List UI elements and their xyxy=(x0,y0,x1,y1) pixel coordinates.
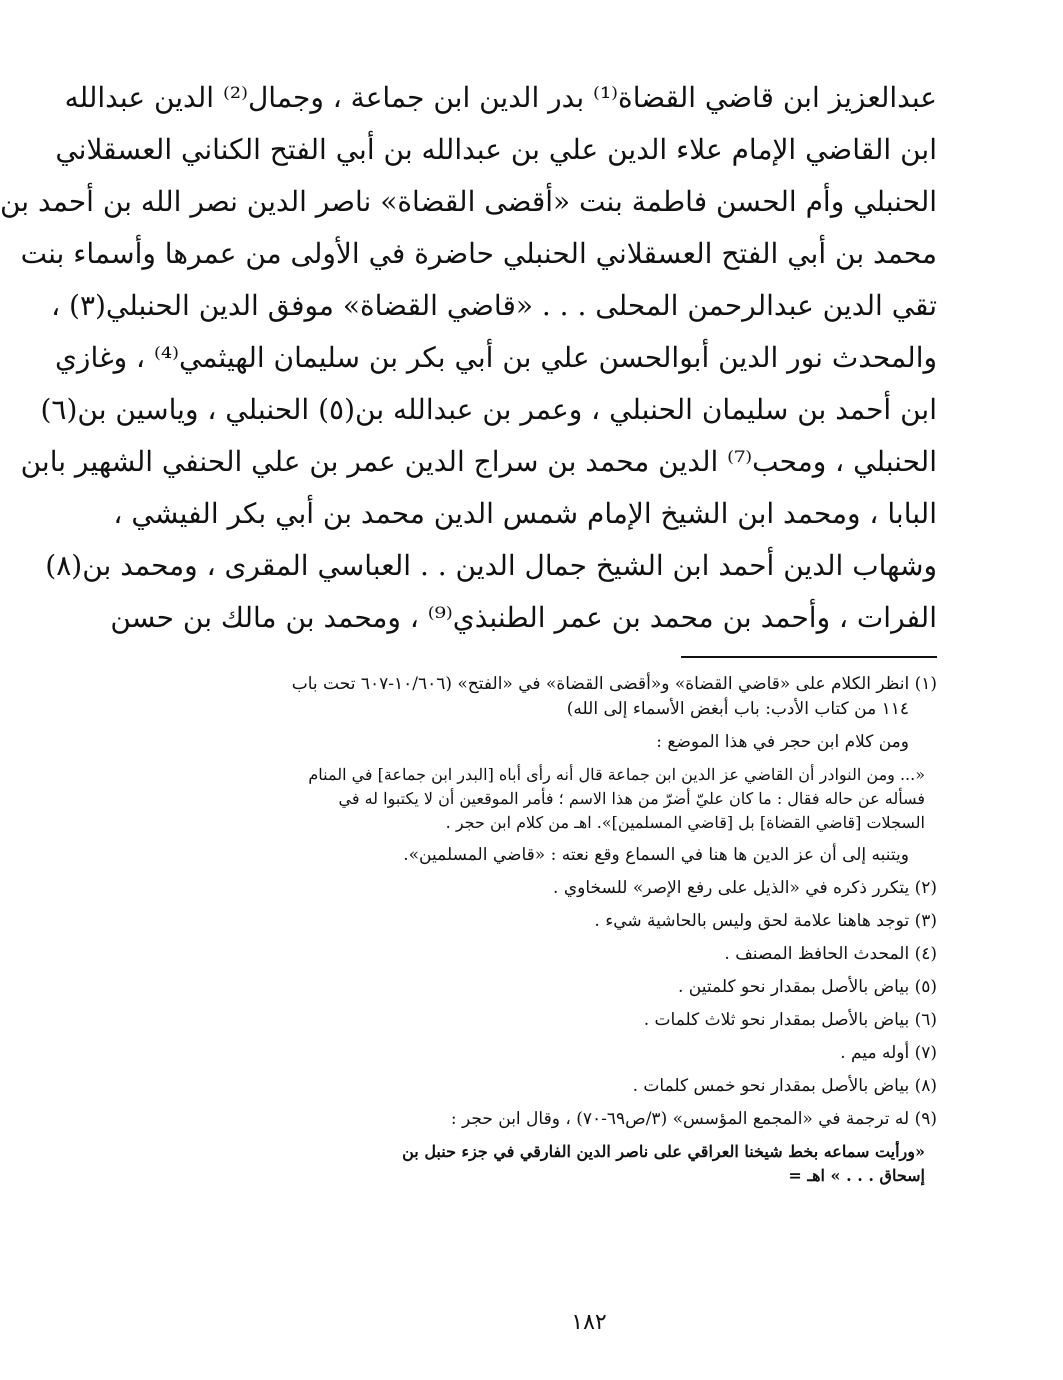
main-text-line-2: ابن القاضي الإمام علاء الدين علي بن عبدالله بن أبي الفتح الكناني العسقلاني xyxy=(55,133,937,166)
footnote-3: (٣) توجد هاهنا علامة لحق وليس بالحاشية شيء . xyxy=(594,911,937,931)
footnote-1-line-3: ومن كلام ابن حجر في هذا الموضع : xyxy=(656,732,909,752)
footnote-9-quote-line-2: إسحاق . . . » اهـ = xyxy=(788,1166,925,1185)
footnote-9-line-1: (٩) له ترجمة في «المجمع المؤسس» (٣/ص٦٩-٧٠) ، وقال ابن حجر : xyxy=(450,1109,937,1129)
main-text-line-9: البابا ، ومحمد ابن الشيخ الإمام شمس الدين محمد بن أبي بكر الفيشي ، xyxy=(113,497,937,530)
main-text-line-7: ابن أحمد بن سليمان الحنبلي ، وعمر بن عبدالله بن(٥) الحنبلي ، وياسين بن(٦) xyxy=(40,393,937,426)
main-text-line-8: الحنبلي ، ومحب⁽⁷⁾ الدين محمد بن سراج الدين عمر بن علي الحنفي الشهير بابن xyxy=(20,445,937,478)
footnote-6: (٦) بياض بالأصل بمقدار نحو ثلاث كلمات . xyxy=(643,1010,937,1030)
main-text-line-10: وشهاب الدين أحمد ابن الشيخ جمال الدين . . العباسي المقرى ، ومحمد بن(٨) xyxy=(45,549,937,582)
footnote-1-quote-line-3: السجلات [قاضي القضاة] بل [قاضي المسلمين]». اهـ من كلام ابن حجر . xyxy=(445,813,925,832)
main-text-line-3: الحنبلي وأم الحسن فاطمة بنت «أقضى القضاة» ناصر الدين نصر الله بن أحمد بن xyxy=(0,185,937,218)
footnote-1-line-1: (١) انظر الكلام على «قاضي القضاة» و«أقضى القضاة» في «الفتح» (١٠/٦٠٦-٦٠٧ تحت باب xyxy=(291,674,937,694)
main-text-line-4: محمد بن أبي الفتح العسقلاني الحنبلي حاضرة في الأولى من عمرها وأسماء بنت xyxy=(20,237,937,270)
footnote-7: (٧) أوله ميم . xyxy=(840,1043,937,1063)
footnote-divider xyxy=(681,656,937,658)
footnote-1-line-2: ١١٤ من كتاب الأدب: باب أبغض الأسماء إلى الله) xyxy=(566,699,909,719)
footnote-8: (٨) بياض بالأصل بمقدار نحو خمس كلمات . xyxy=(632,1076,937,1096)
footnotes-block xyxy=(215,672,937,1188)
footnote-5: (٥) بياض بالأصل بمقدار نحو كلمتين . xyxy=(677,977,937,997)
footnote-1-quote-line-2: فسأله عن حاله فقال : ما كان عليّ أضرّ من هذا الاسم ؛ فأمر الموقعين أن لا يكتبوا له في xyxy=(338,789,925,808)
main-text-line-6: والمحدث نور الدين أبوالحسن علي بن أبي بكر بن سليمان الهيثمي⁽⁴⁾ ، وغازي xyxy=(55,341,937,374)
footnote-4: (٤) المحدث الحافظ المصنف . xyxy=(724,944,937,964)
main-text-block xyxy=(0,72,937,644)
main-text-line-1: عبدالعزيز ابن قاضي القضاة⁽¹⁾ بدر الدين ابن جماعة ، وجمال⁽²⁾ الدين عبدالله xyxy=(64,81,937,114)
main-text-line-5: تقي الدين عبدالرحمن المحلى . . . «قاضي القضاة» موفق الدين الحنبلي(٣) ، xyxy=(51,289,937,322)
footnote-2: (٢) يتكرر ذكره في «الذيل على رفع الإصر» للسخاوي . xyxy=(553,878,937,898)
footnote-1-quote-line-1: «... ومن النوادر أن القاضي عز الدين ابن جماعة قال أنه رأى أباه [البدر ابن جماعة] في المنام xyxy=(308,765,925,784)
page-number: ١٨٢ xyxy=(571,1310,607,1335)
footnote-1-line-4: ويتنبه إلى أن عز الدين ها هنا في السماع وقع نعته : «قاضي المسلمين». xyxy=(403,845,909,865)
main-text-line-11: الفرات ، وأحمد بن محمد بن عمر الطنبذي⁽⁹⁾ ، ومحمد بن مالك بن حسن xyxy=(110,601,937,634)
footnote-9-quote-line-1: «ورأيت سماعه بخط شيخنا العراقي على ناصر الدين الفارقي في جزء حنبل بن xyxy=(402,1142,925,1161)
